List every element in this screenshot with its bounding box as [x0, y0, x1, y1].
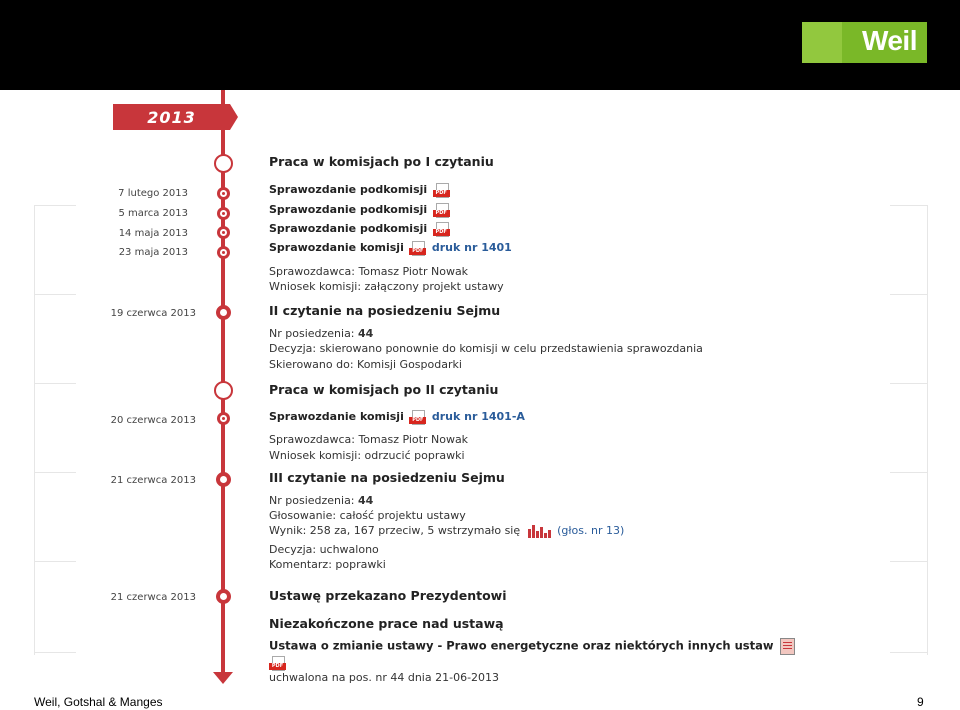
act-title[interactable]: Ustawa o zmianie ustawy - Prawo energetyczne oraz niektórych innych ustaw — [269, 638, 774, 653]
vote-result: Wynik: 258 za, 167 przeciw, 5 wstrzymało się — [269, 524, 521, 537]
unfinished-heading: Niezakończone prace nad ustawą — [269, 616, 504, 631]
footer-company: Weil, Gotshal & Manges — [34, 695, 163, 709]
stage-heading: Praca w komisjach po I czytaniu — [269, 154, 494, 169]
event-date: 5 marca 2013 — [118, 208, 188, 219]
frame-tick — [34, 205, 76, 206]
event-date: 7 lutego 2013 — [118, 188, 188, 199]
timeline-arrow — [213, 672, 233, 684]
comment-text: Komentarz: poprawki — [269, 558, 386, 571]
session-label: Nr posiedzenia: — [269, 494, 355, 507]
decision-text: Decyzja: skierowano ponownie do komisji w celu przedstawienia sprawozdania — [269, 342, 703, 355]
timeline-node — [216, 472, 231, 487]
report-row — [269, 410, 525, 424]
frame-tick — [34, 383, 76, 384]
timeline-node — [214, 154, 233, 173]
timeline-node — [216, 305, 231, 320]
frame-right — [927, 205, 928, 655]
frame-tick — [34, 652, 76, 653]
motion-text: Wniosek komisji: załączony projekt ustawy — [269, 280, 504, 293]
event-date: 21 czerwca 2013 — [110, 475, 196, 486]
vote-link[interactable]: (głos. nr 13) — [557, 524, 625, 537]
report-link[interactable]: Sprawozdanie komisji — [269, 410, 404, 423]
header-bar — [0, 0, 960, 90]
act-row — [269, 638, 795, 655]
event-date: 23 maja 2013 — [118, 247, 188, 258]
act-pdf-row — [269, 656, 286, 670]
frame-tick — [34, 472, 76, 473]
pdf-icon[interactable]: PDF — [269, 656, 286, 670]
stage-heading: III czytanie na posiedzeniu Sejmu — [269, 470, 505, 485]
page-number: 9 — [917, 695, 924, 709]
vote-subject: Głosowanie: całość projektu ustawy — [269, 509, 466, 522]
session-number — [269, 327, 373, 340]
year-label: 2013 — [113, 104, 230, 130]
frame-tick — [34, 561, 76, 562]
pdf-icon[interactable]: PDF — [433, 183, 450, 197]
event-date: 14 maja 2013 — [118, 228, 188, 239]
stage-heading: II czytanie na posiedzeniu Sejmu — [269, 303, 501, 318]
session-number — [269, 494, 373, 507]
report-row — [269, 203, 452, 217]
frame-tick — [890, 472, 928, 473]
decision-text: Decyzja: uchwalono — [269, 543, 379, 556]
vote-result-row — [269, 524, 624, 538]
pdf-icon[interactable]: PDF — [409, 410, 426, 424]
session-label: Nr posiedzenia: — [269, 327, 355, 340]
frame-tick — [890, 205, 928, 206]
report-row — [269, 183, 452, 197]
pdf-icon[interactable]: PDF — [433, 222, 450, 236]
report-link[interactable]: Sprawozdanie komisji — [269, 241, 404, 254]
event-date: 21 czerwca 2013 — [110, 592, 196, 603]
pdf-icon[interactable]: PDF — [433, 203, 450, 217]
timeline-node — [217, 187, 230, 200]
passed-text: uchwalona na pos. nr 44 dnia 21-06-2013 — [269, 671, 500, 684]
report-link[interactable]: Sprawozdanie podkomisji — [269, 183, 428, 196]
rapporteur-text: Sprawozdawca: Tomasz Piotr Nowak — [269, 433, 469, 446]
session-value: 44 — [358, 494, 374, 507]
stage-heading: Praca w komisjach po II czytaniu — [269, 382, 499, 397]
frame-tick — [890, 652, 928, 653]
timeline-node — [214, 381, 233, 400]
frame-tick — [34, 294, 76, 295]
weil-logo — [802, 22, 927, 63]
timeline-node — [217, 412, 230, 425]
timeline-node — [217, 246, 230, 259]
druk-link[interactable]: druk nr 1401-A — [431, 410, 525, 423]
timeline-node — [217, 207, 230, 220]
rapporteur-text: Sprawozdawca: Tomasz Piotr Nowak — [269, 265, 469, 278]
report-link[interactable]: Sprawozdanie podkomisji — [269, 203, 428, 216]
druk-link[interactable]: druk nr 1401 — [431, 241, 512, 254]
logo-text: Weil — [861, 25, 917, 56]
report-row — [269, 222, 452, 236]
referred-text: Skierowano do: Komisji Gospodarki — [269, 358, 462, 371]
pdf-icon[interactable]: PDF — [409, 241, 426, 255]
document-icon[interactable] — [780, 638, 795, 655]
report-row — [269, 241, 512, 255]
event-date: 20 czerwca 2013 — [110, 415, 196, 426]
stage-heading: Ustawę przekazano Prezydentowi — [269, 588, 507, 603]
frame-left — [34, 205, 35, 655]
frame-tick — [890, 561, 928, 562]
report-link[interactable]: Sprawozdanie podkomisji — [269, 222, 428, 235]
timeline-node — [217, 226, 230, 239]
event-date: 19 czerwca 2013 — [110, 308, 196, 319]
session-value: 44 — [358, 327, 374, 340]
frame-tick — [890, 383, 928, 384]
timeline-node — [216, 589, 231, 604]
logo-stripe — [802, 22, 842, 63]
motion-text: Wniosek komisji: odrzucić poprawki — [269, 449, 465, 462]
vote-chart-icon[interactable] — [528, 525, 552, 538]
frame-tick — [890, 294, 928, 295]
